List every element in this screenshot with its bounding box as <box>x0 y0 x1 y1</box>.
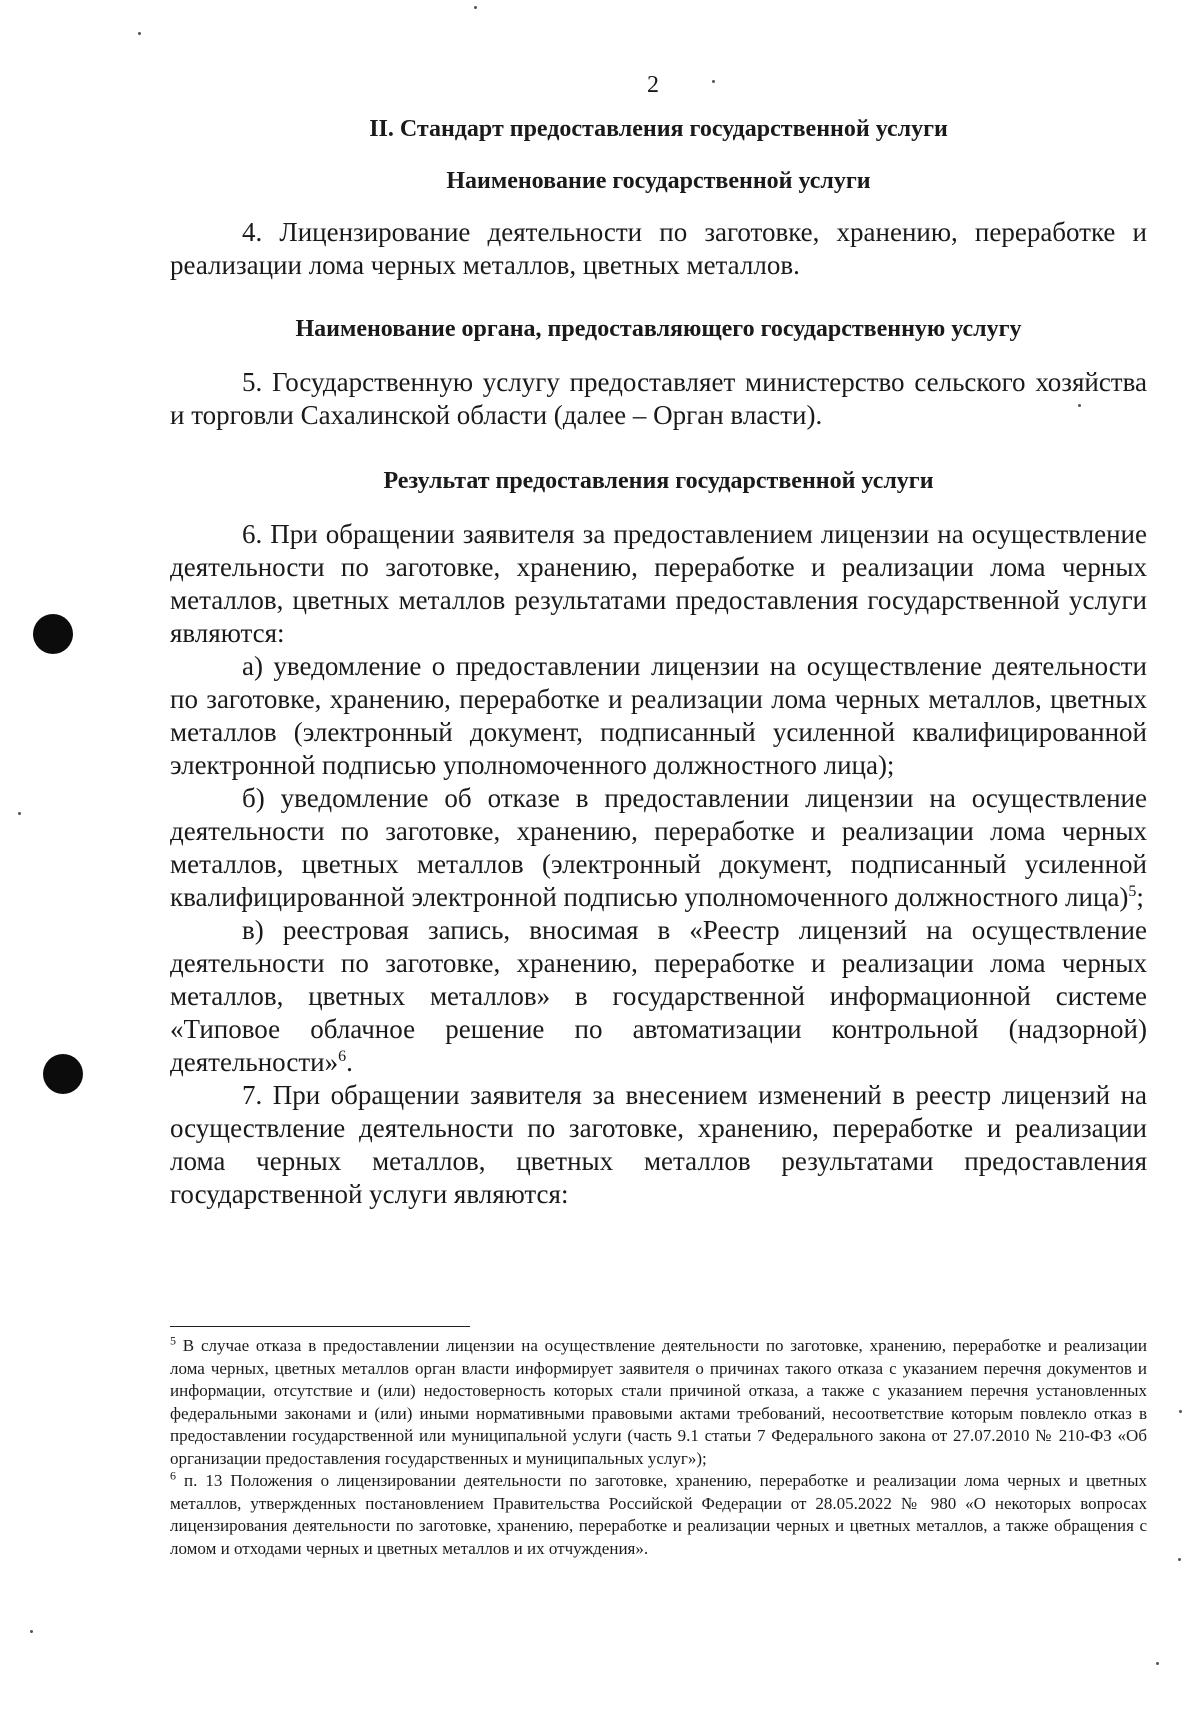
scan-speck <box>474 6 477 9</box>
footnote-5 <box>170 1335 1147 1470</box>
scan-speck <box>712 80 715 83</box>
scan-speck <box>1078 404 1081 407</box>
scan-speck <box>138 32 141 35</box>
footnote-ref-5[interactable]: 5 <box>1128 883 1137 900</box>
item-c-end: . <box>346 1047 353 1077</box>
footnote-ref-6[interactable]: 6 <box>338 1048 347 1065</box>
footnote-5-text: В случае отказа в предоставлении лицензии на осуществление деятельности по заготовке, хранению, переработке и реализации лома черных, цветных металлов орган власти информирует заявителя о причинах такого отказа с указанием перечня документов и информации, отсутствие и (или) недостоверность которых стали причиной отказа, а также с указанием перечня установленных федеральными законами и (или) иными нормативными правовыми актами требований, несоответствие которым повлекло отказ в предоставлении государственной или муниципальной услуги (часть 9.1 статьи 7 Федерального закона от 27.07.2010 № 210-ФЗ «Об организации предоставления государственных и муниципальных услуг»); <box>170 1336 1147 1468</box>
scan-speck <box>1178 1558 1181 1561</box>
scan-speck <box>18 812 21 815</box>
footnotes <box>170 1335 1147 1560</box>
item-c-text: в) реестровая запись, вносимая в «Реестр лицензий на осуществление деятельности по заготовке, хранению, переработке и реализации лома черных металлов, цветных металлов» в государственной информационной системе «Типовое облачное решение по автоматизации контрольной (надзорной) деятельности» <box>170 915 1147 1077</box>
heading-authority: Наименование органа, предоставляющего государственную услугу <box>295 316 1022 342</box>
main-content <box>170 112 1147 1211</box>
punch-hole-top <box>33 614 73 654</box>
paragraph-4: 4. Лицензирование деятельности по заготовке, хранению, переработке и реализации лома черных металлов, цветных металлов. <box>170 217 1147 280</box>
footnote-5-marker: 5 <box>170 1333 176 1348</box>
item-a: а) уведомление о предоставлении лицензии на осуществление деятельности по заготовке, хранению, переработке и реализации лома черных металлов, цветных металлов (электронный документ, подписанный усиленной квалифицированной электронной подписью уполномоченного должностного лица); <box>170 651 1147 780</box>
paragraph-6: 6. При обращении заявителя за предоставлением лицензии на осуществление деятельности по заготовке, хранению, переработке и реализации лома черных металлов, цветных металлов результатами предоставления государственной услуги являются: <box>170 519 1147 648</box>
scan-speck <box>1156 1662 1159 1665</box>
heading-result: Результат предоставления государственной услуги <box>383 468 934 494</box>
paragraph-5: 5. Государственную услугу предоставляет министерство сельского хозяйства и торговли Сахалинской области (далее – Орган власти). <box>170 367 1147 430</box>
page-number: 2 <box>647 72 659 98</box>
item-b <box>170 782 1147 914</box>
paragraph-7: 7. При обращении заявителя за внесением изменений в реестр лицензий на осуществление деятельности по заготовке, хранению, переработке и реализации лома черных металлов, цветных металлов результатами предоставления государственной услуги являются: <box>170 1080 1147 1209</box>
heading-service-name: Наименование государственной услуги <box>446 168 871 194</box>
footnote-6-text: п. 13 Положения о лицензировании деятельности по заготовке, хранению, переработке и реализации лома черных и цветных металлов, утвержденных постановлением Правительства Российской Федерации от 28.05.2022 № 980 «О некоторых вопросах лицензирования деятельности по заготовке, хранению, переработке и реализации черных и цветных металлов, а также обращения с ломом и отходами черных и цветных металлов и их отчуждения». <box>170 1471 1147 1558</box>
footnote-6-marker: 6 <box>170 1468 176 1483</box>
footnote-separator <box>170 1326 470 1327</box>
footnote-6 <box>170 1470 1147 1560</box>
item-b-text: б) уведомление об отказе в предоставлении лицензии на осуществление деятельности по заготовке, хранению, переработке и реализации лома черных металлов, цветных металлов (электронный документ, подписанный усиленной квалифицированной электронной подписью уполномоченного должностного лица) <box>170 783 1147 912</box>
punch-hole-bottom <box>43 1054 83 1094</box>
scan-speck <box>1179 1410 1182 1413</box>
section-title: II. Стандарт предоставления государственной услуги <box>369 116 948 142</box>
scan-speck <box>30 1630 33 1633</box>
item-c <box>170 914 1147 1079</box>
item-b-end: ; <box>1136 882 1144 912</box>
